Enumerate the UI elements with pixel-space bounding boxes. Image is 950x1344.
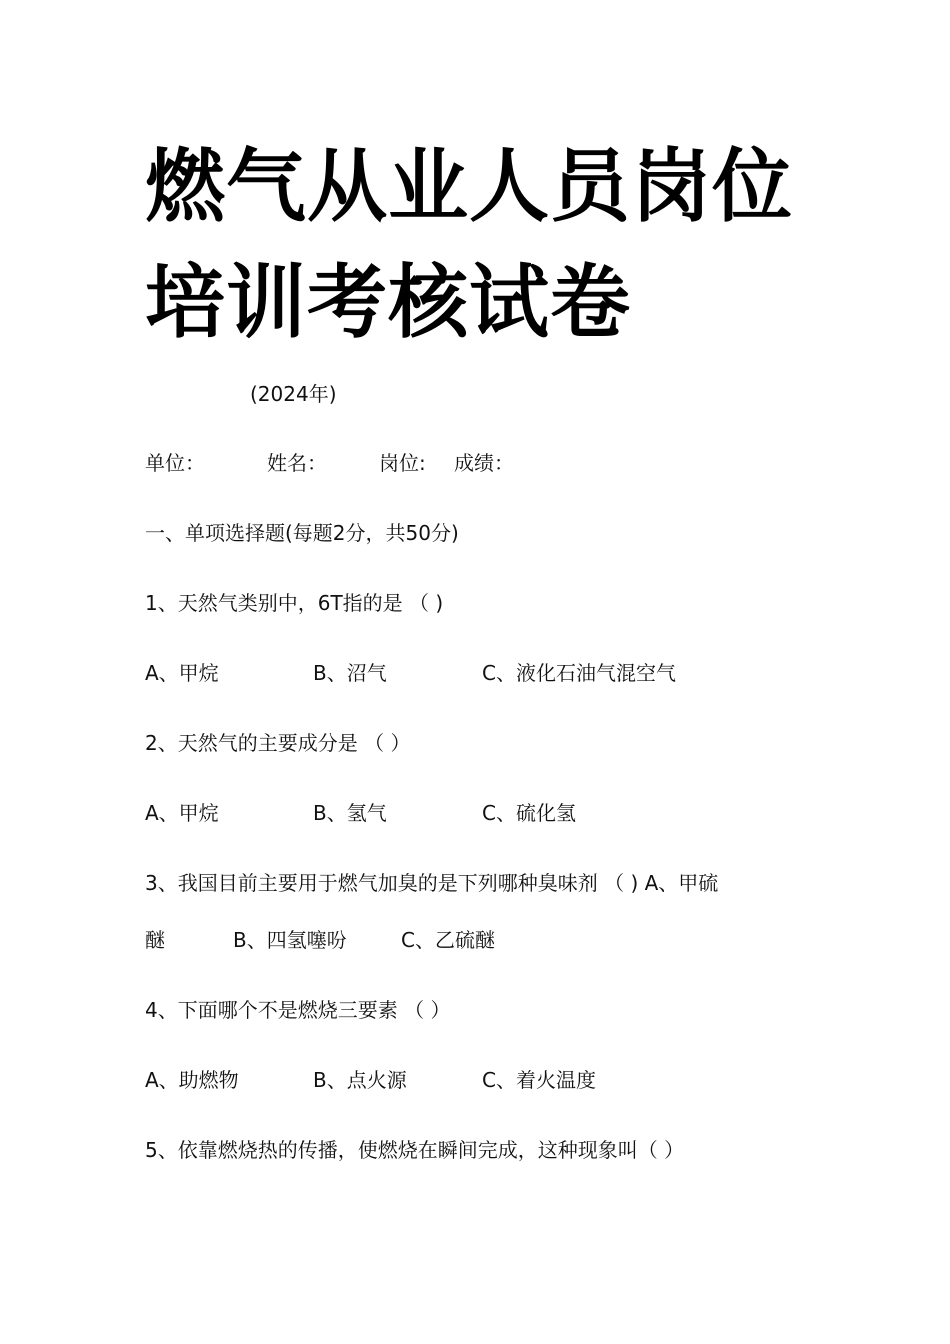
question-3-option-b: B、四氢噻吩 [233,928,347,952]
score-field-label: 成绩： [454,451,514,475]
post-field-label: 岗位: [379,451,426,475]
question-2-stem: 2、天然气的主要成分是 （ ） [145,731,411,755]
question-3-stem-continuation: 醚 [145,928,165,952]
unit-field-label: 单位： [145,451,205,475]
section-heading: 一、单项选择题(每题2分，共50分) [145,521,459,545]
question-2-option-b: B、氢气 [313,801,387,825]
exam-title [145,128,825,360]
title-line-1: 燃气从业人员岗位 [145,139,793,233]
question-4-option-c: C、着火温度 [482,1068,596,1092]
question-4-option-b: B、点火源 [313,1068,407,1092]
question-1-option-b: B、沼气 [313,661,387,685]
question-5-stem: 5、依靠燃烧热的传播，使燃烧在瞬间完成，这种现象叫（ ） [145,1138,685,1162]
question-1-option-c: C、液化石油气混空气 [482,661,676,685]
title-line-2: 培训考核试卷 [145,255,631,349]
question-4-stem: 4、下面哪个不是燃烧三要素 （ ） [145,998,451,1022]
question-2-option-c: C、硫化氢 [482,801,576,825]
name-field-label: 姓名： [267,451,327,475]
question-2-option-a: A、甲烷 [145,801,219,825]
exam-year: (2024年) [250,382,337,406]
question-4-option-a: A、助燃物 [145,1068,239,1092]
question-3-stem-line-1: 3、我国目前主要用于燃气加臭的是下列哪种臭味剂 （ ) A、甲硫 [145,871,719,895]
question-1-option-a: A、甲烷 [145,661,219,685]
question-3-option-c: C、乙硫醚 [401,928,495,952]
question-1-stem: 1、天然气类别中，6T指的是 （ ) [145,591,444,615]
